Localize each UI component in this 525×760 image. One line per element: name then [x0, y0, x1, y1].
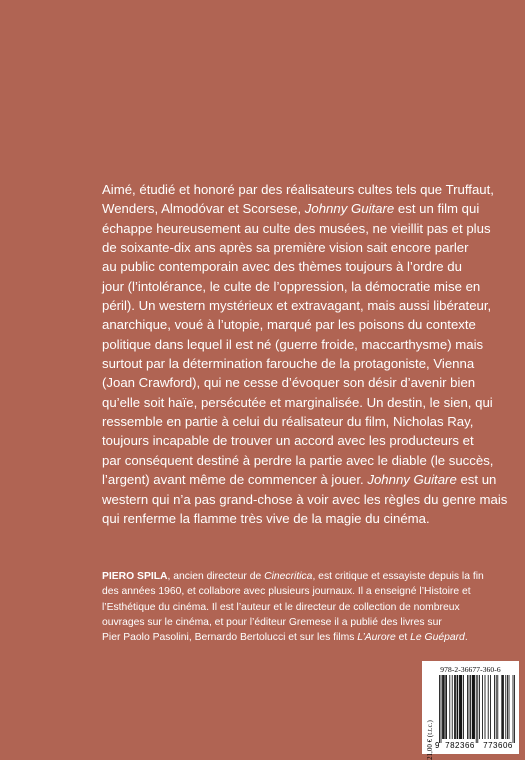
barcode-guard-bar [513, 675, 514, 743]
bio-text: Pier Paolo Pasolini, Bernardo Bertolucci et sur les films [102, 632, 358, 644]
barcode-bar [494, 675, 495, 739]
barcode-bar [463, 675, 464, 739]
ean-left-group: 782366 [445, 741, 475, 750]
barcode-bar [496, 675, 497, 739]
synopsis-line: toujours incapable de trouver un accord avec les producteurs et [102, 433, 474, 449]
bio-text: , est critique et essayiste depuis la fin [312, 571, 484, 582]
barcode-guard-bar [441, 675, 442, 743]
bio-line [102, 569, 522, 584]
barcode-bar [470, 675, 471, 739]
barcode-bar [457, 675, 458, 739]
synopsis-text: Wenders, Almodóvar et Scorsese, [102, 201, 305, 217]
barcode-bar [485, 675, 486, 739]
film-title: Johnny Guitare [367, 472, 457, 488]
barcode-bar [459, 675, 460, 739]
synopsis-line: anarchique, voué à l’utopie, marqué par les poisons du contexte [102, 317, 476, 333]
synopsis-line: jour (l’intolérance, le culte de l’oppression, la démocratie mise en [102, 278, 481, 294]
bio-text: . [464, 632, 468, 644]
barcode-bar [488, 675, 489, 739]
film-title: L’Aurore [357, 632, 396, 644]
synopsis-line: western qui n’a pas grand-chose à voir avec les règles du genre mais [102, 491, 508, 507]
synopsis-line: qui renferme la flamme très vive de la magie du cinéma. [102, 510, 430, 526]
synopsis-text: est un film qui [394, 201, 480, 217]
barcode-bar [452, 675, 453, 739]
barcode-bar [467, 675, 468, 739]
back-cover-synopsis [102, 180, 514, 528]
barcode-bar [507, 675, 508, 739]
bio-text: , ancien directeur de [167, 571, 265, 582]
barcode-bar [509, 675, 510, 739]
barcode-bar [469, 675, 470, 739]
barcode-bar [455, 675, 456, 739]
barcode-guard-bar [514, 675, 515, 743]
synopsis-line [102, 199, 514, 218]
isbn-barcode-panel [422, 661, 519, 760]
bio-line [102, 630, 522, 645]
barcode-bars [437, 675, 517, 743]
barcode-bar [473, 675, 474, 739]
ean-right-group: 773606 [483, 741, 513, 750]
barcode-bar [472, 675, 473, 739]
film-title: Johnny Guitare [304, 201, 395, 217]
price-label [424, 720, 436, 760]
barcode-bar [446, 675, 447, 739]
price-text: 21,00 € (t.t.c.) [426, 720, 434, 760]
barcode-bar [505, 675, 506, 739]
synopsis-line: par conséquent destiné à perdre la partie avec le diable (le succès, [102, 452, 494, 468]
author-name: PIERO SPILA [102, 571, 168, 582]
synopsis-line: de soixante-dix ans après sa première vision sait encore parler [102, 240, 469, 256]
journal-title: Cinecritica [264, 571, 313, 582]
synopsis-line: échappe heureusement au culte des musées, ne vieillit pas et plus [102, 220, 491, 236]
barcode-bar [474, 675, 475, 739]
barcode-bar [442, 675, 443, 739]
barcode-bar [501, 675, 502, 739]
bio-line: ouvrages sur le cinéma, et pour l’éditeur Gremese il a publié des livres sur [102, 616, 442, 628]
film-title: Le Guépard [410, 632, 465, 644]
synopsis-line: au public contemporain avec des thèmes toujours à l’ordre du [102, 259, 462, 275]
barcode-bar [461, 675, 462, 739]
synopsis-line: surtout par la détermination farouche de la protagoniste, Vienna [102, 356, 475, 372]
barcode-bar [482, 675, 483, 739]
barcode-bar [449, 675, 450, 739]
barcode-bar [454, 675, 455, 739]
ean-first-digit: 9 [435, 741, 440, 750]
synopsis-line: péril). Un western mystérieux et extravagant, mais aussi libérateur, [102, 298, 492, 314]
synopsis-line: politique dans lequel il est né (guerre froide, maccarthysme) mais [102, 336, 484, 352]
synopsis-line: Aimé, étudié et honoré par des réalisateurs cultes tels que Truffaut, [102, 182, 494, 197]
bio-line: des années 1960, et collabore avec plusieurs journaux. Il a enseigné l’Histoire et [102, 586, 471, 598]
bio-line: l’Esthétique du cinéma. Il est l’auteur et le directeur de collection de nombreux [102, 601, 460, 613]
barcode-bar [457, 675, 458, 739]
barcode-guard-bar [477, 675, 478, 743]
barcode-bar [502, 675, 503, 739]
ean-digits [435, 741, 517, 750]
synopsis-text: l’argent) avant même de commencer à jouer. [102, 472, 368, 488]
barcode-bar [479, 675, 480, 739]
synopsis-line: qu’elle soit haïe, persécutée et marginalisée. Un destin, le sien, qui [102, 394, 493, 410]
synopsis-line: (Joan Crawford), qui ne cesse d’évoquer son désir d’avenir bien [102, 375, 476, 391]
barcode-bar [445, 675, 446, 739]
barcode-bar [497, 675, 498, 739]
isbn-number: 978-2-36677-360-6 [440, 665, 501, 674]
barcode-bar [503, 675, 504, 739]
barcode-bar [490, 675, 491, 739]
barcode-bar [443, 675, 444, 739]
bio-text: et [395, 632, 411, 644]
barcode-bar [444, 675, 445, 739]
barcode-guard-bar [439, 675, 440, 743]
author-bio [102, 569, 522, 645]
barcode-bar [473, 675, 474, 739]
synopsis-line: ressemble en partie à celui du réalisateur du film, Nicholas Ray, [102, 414, 474, 430]
barcode-guard-bar [476, 675, 477, 743]
synopsis-text: est un [456, 472, 497, 488]
barcode-bar [461, 675, 462, 739]
synopsis-line [102, 470, 514, 489]
barcode-bar [460, 675, 461, 739]
